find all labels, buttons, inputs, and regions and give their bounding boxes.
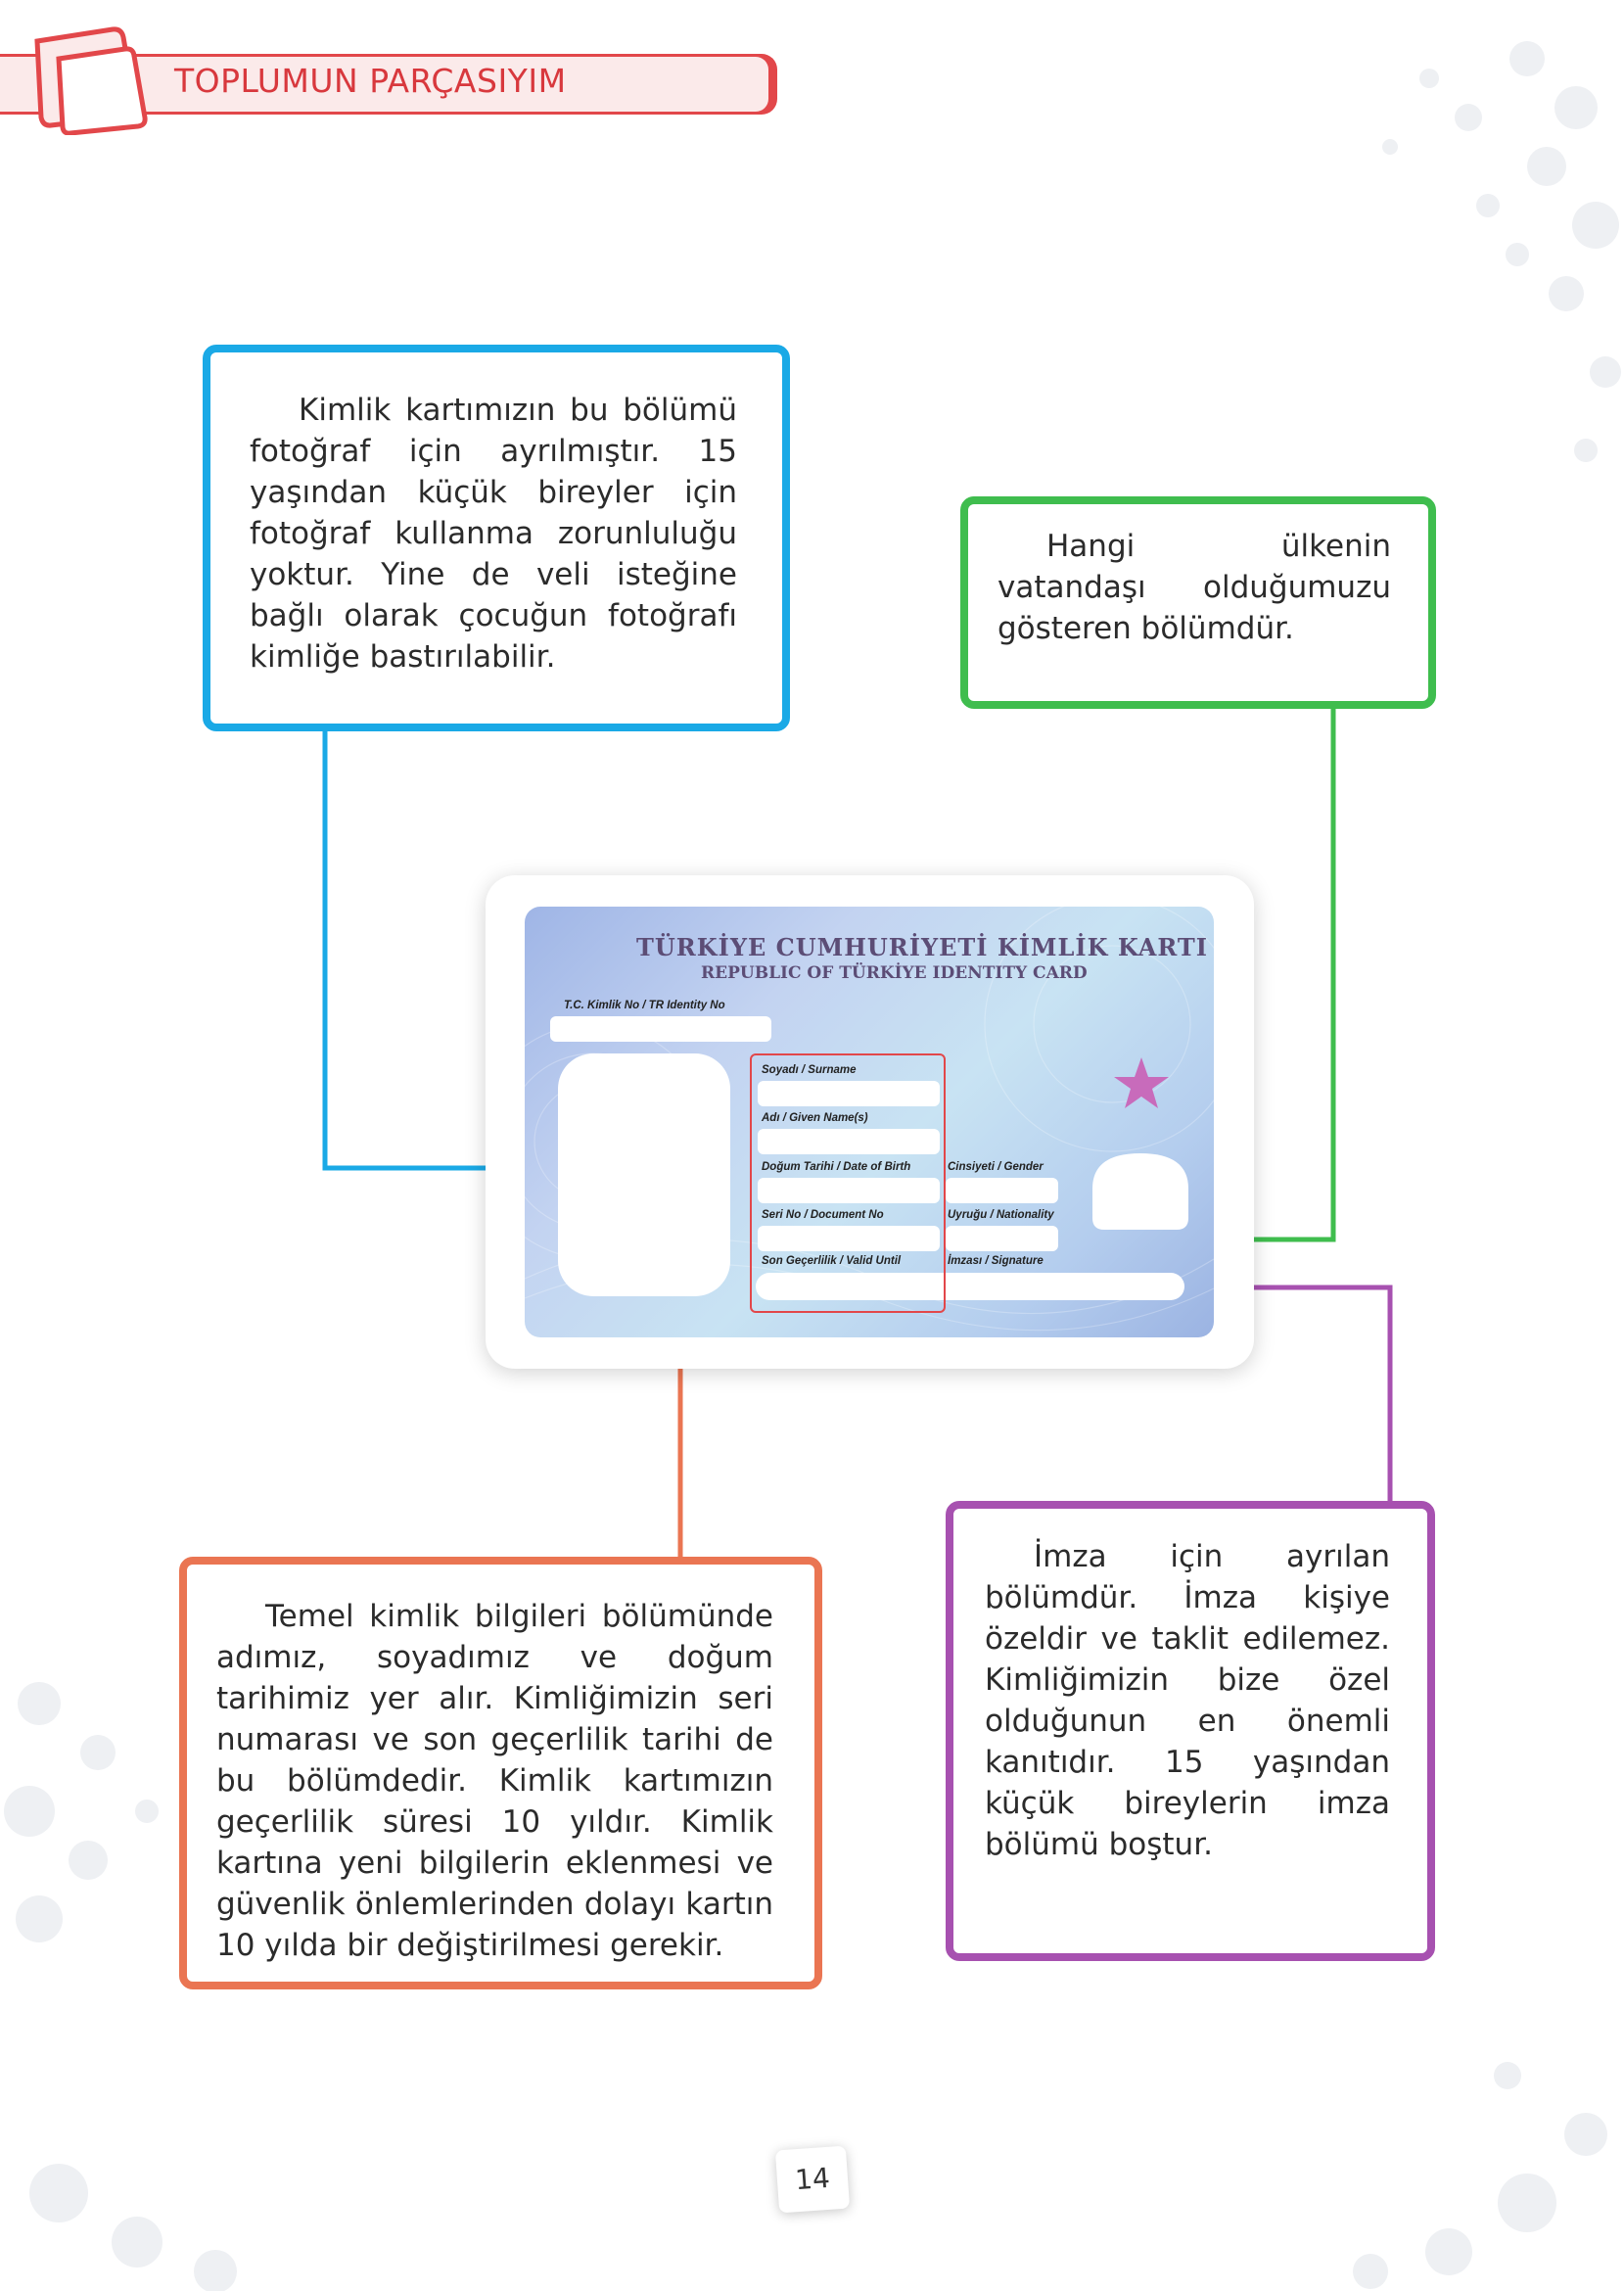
page-number: 14 [775, 2146, 850, 2214]
callout-signature-text: İmza için ayrılan bölümdür. İmza kişiye özeldir ve taklit edilemez. Kimliğimizin bize özel olduğunun en önemli kanıtıdır. 15 yaşından küçük bireylerin imza bölümü boştur. [985, 1539, 1390, 1862]
book-pages-icon [20, 20, 157, 135]
label-surname: Soyadı / Surname [762, 1064, 857, 1076]
card-title: TÜRKİYE CUMHURİYETİ KİMLİK KARTI [636, 933, 1208, 961]
photo-area [558, 1053, 730, 1296]
field-gender [946, 1178, 1058, 1203]
label-gender: Cinsiyeti / Gender [948, 1161, 1044, 1173]
label-given-names: Adı / Given Name(s) [762, 1112, 868, 1124]
callout-nationality-text: Hangi ülkenin vatandaşı olduğumuzu gösteren bölümdür. [998, 529, 1391, 646]
field-tc-no [550, 1016, 771, 1042]
identity-info-highlight [750, 1053, 946, 1313]
card-subtitle: REPUBLIC OF TÜRKİYE IDENTITY CARD [701, 963, 1088, 983]
label-doc-no: Seri No / Document No [762, 1209, 884, 1221]
callout-identity-info [179, 1557, 822, 1989]
callout-signature [946, 1501, 1435, 1961]
callout-identity-info-text: Temel kimlik bilgileri bölümünde adımız, soyadımız ve doğum tarihimiz yer alır. Kimliğimizin seri numarası ve son geçerlilik tarihi de bu bölümdedir. Kimlik kartımızın geçerlilik süresi 10 yıldır. Kimlik kartına yeni bilgilerin eklenmesi ve güvenlik önlemlerinden dolayı kartın 10 yılda bir değiştirilmesi gerekir. [216, 1599, 773, 1963]
field-nationality [946, 1226, 1058, 1251]
id-card [525, 907, 1214, 1337]
label-valid-until: Son Geçerlilik / Valid Until [762, 1255, 902, 1267]
callout-nationality [960, 496, 1436, 709]
label-tc-no: T.C. Kimlik No / TR Identity No [564, 1000, 725, 1011]
label-signature: İmzası / Signature [948, 1255, 1044, 1267]
callout-photo [203, 345, 790, 731]
page-title: TOPLUMUN PARÇASIYIM [174, 62, 567, 100]
crescent-star-icon [985, 993, 1181, 1169]
label-dob: Doğum Tarihi / Date of Birth [762, 1161, 911, 1173]
callout-photo-text: Kimlik kartımızın bu bölümü fotoğraf için ayrılmıştır. 15 yaşından küçük bireyler için fotoğraf kullanma zorunluluğu yoktur. Yine de veli isteğine bağlı olarak çocuğun fotoğrafı kimliğe bastırılabilir. [250, 393, 737, 675]
label-nationality: Uyruğu / Nationality [948, 1209, 1054, 1221]
